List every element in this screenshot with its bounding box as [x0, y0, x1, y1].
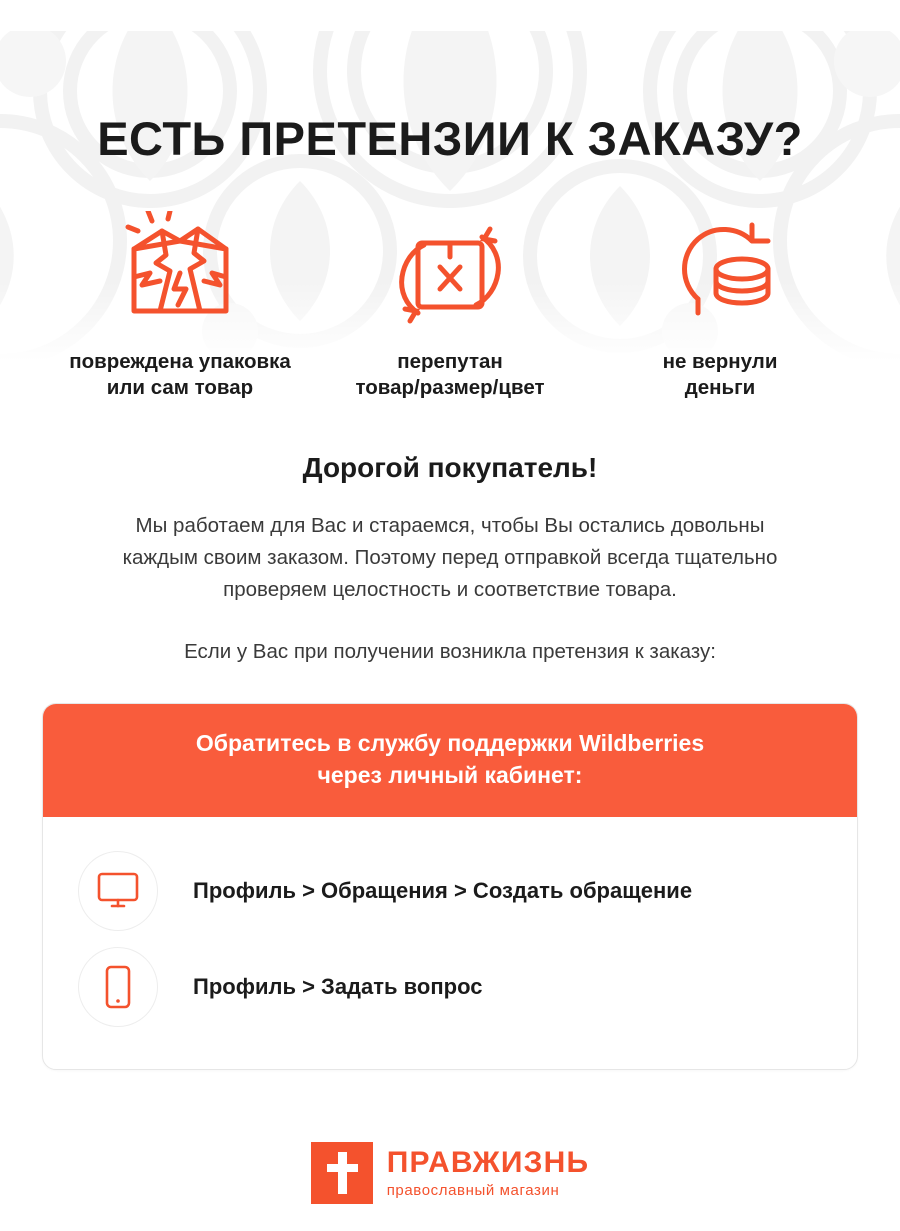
greeting-heading: Дорогой покупатель! [302, 452, 598, 484]
support-card-header-line2: через личный кабинет: [317, 761, 583, 788]
support-card-header [43, 704, 857, 816]
row-icon-wrapper [43, 947, 193, 1027]
reason-item [585, 207, 855, 400]
wrong-item-box-icon [386, 207, 514, 337]
logo-vertical-bar [338, 1152, 347, 1194]
orthodox-cross-logo-icon [311, 1142, 373, 1204]
reason-caption [663, 349, 778, 400]
list-item [43, 843, 857, 939]
desktop-monitor-icon [78, 851, 158, 931]
reason-caption-line1: повреждена упаковка [69, 350, 291, 374]
reason-caption-line2: или сам товар [106, 375, 254, 399]
claim-prompt-paragraph: Если у Вас при получении возникла претензия к заказу: [184, 639, 716, 663]
list-item [43, 939, 857, 1035]
reason-caption-line1: перепутан [397, 350, 503, 374]
brand-tagline: православный магазин [386, 1181, 560, 1199]
reason-item [45, 207, 315, 400]
reasons-row [0, 207, 900, 400]
list-item-label: Профиль > Задать вопрос [193, 973, 483, 999]
logo-horizontal-bar [327, 1164, 358, 1172]
brand-text [386, 1145, 590, 1199]
support-instructions-card [42, 703, 858, 1069]
reason-caption-line2: деньги [684, 375, 756, 399]
support-card-header-line1: Обратитесь в службу поддержки Wildberries [195, 730, 705, 757]
reason-caption [69, 349, 291, 400]
support-card-body [43, 817, 857, 1069]
brand-name: ПРАВЖИЗНЬ [386, 1145, 590, 1179]
list-item-label: Профиль > Обращения > Создать обращение [193, 877, 693, 903]
reason-item [315, 207, 585, 400]
intro-paragraph: Мы работаем для Вас и стараемся, чтобы Вы остались довольны каждым своим заказом. Поэтому перед отправкой всегда тщательно проверяем целостность и соответствие товара. [122, 514, 778, 601]
brand-footer [0, 1142, 900, 1204]
reason-caption [356, 349, 545, 400]
smartphone-icon [78, 947, 158, 1027]
reason-caption-line1: не вернули [662, 350, 778, 374]
refund-coins-icon [656, 207, 784, 337]
broken-package-icon [116, 207, 244, 337]
reason-caption-line2: товар/размер/цвет [355, 375, 545, 399]
claims-info-page [0, 31, 900, 1231]
page-title: ЕСТЬ ПРЕТЕНЗИИ К ЗАКАЗУ? [97, 112, 803, 166]
row-icon-wrapper [43, 851, 193, 931]
